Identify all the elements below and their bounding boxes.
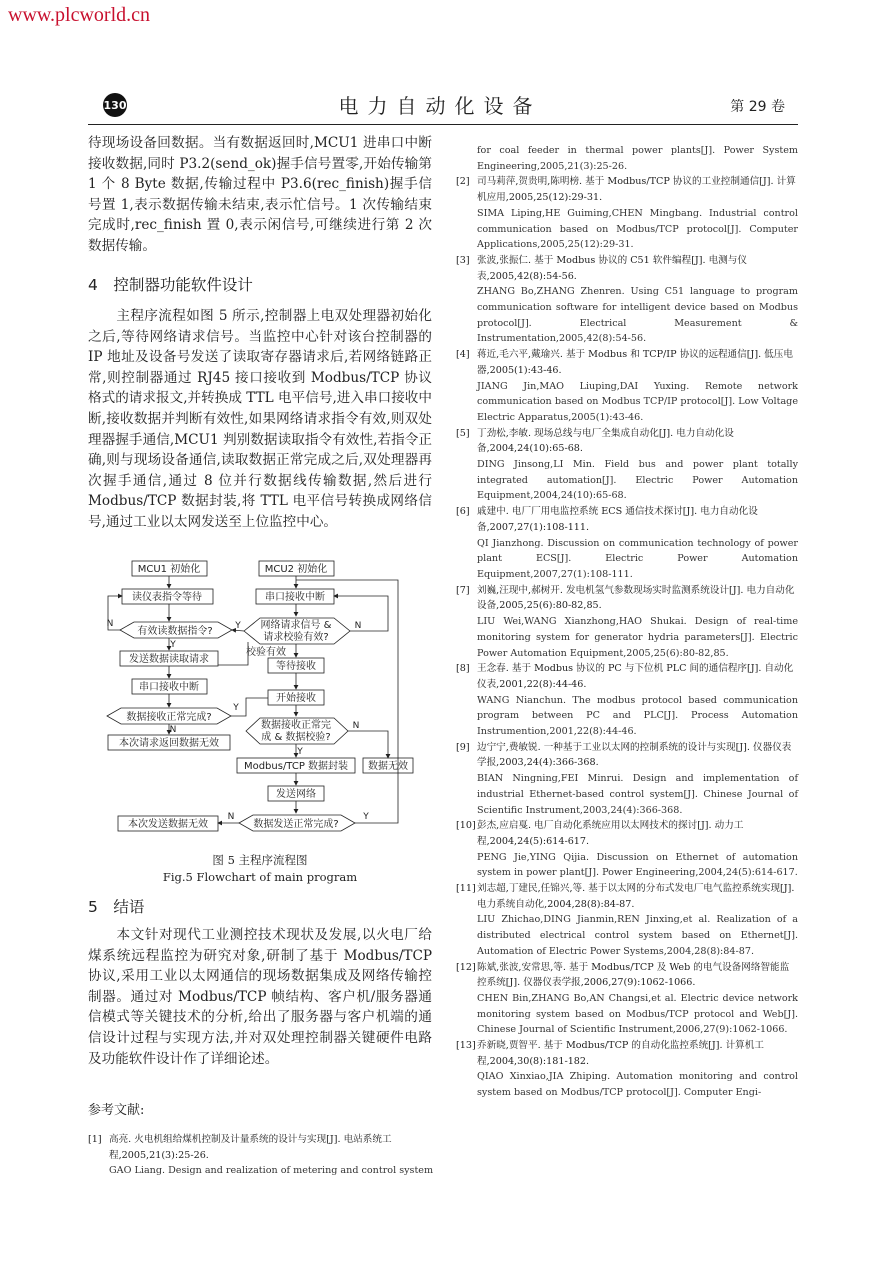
figure-caption [88, 852, 432, 886]
label-n1: N [106, 619, 114, 629]
reference-cn: 司马莉萍,贺贵明,陈明榜. 基于 Modbus/TCP 协议的工业控制通信[J]. 计算机应用,2005,25(12):29-31. [477, 176, 796, 204]
reference-item [456, 740, 798, 819]
wait-recv-text: 等待接收 [276, 661, 316, 672]
valid-read-text: 有效读数据指令? [137, 626, 213, 637]
reference-en: QIAO Xinxiao,JIA Zhiping. Automation monitoring and control system based on Modbus/TCP protocol[J]. Computer Engi- [477, 1071, 798, 1099]
label-y3: Y [233, 703, 239, 713]
reference-item [456, 661, 798, 740]
references-list [456, 143, 798, 1101]
label-n5: N [227, 812, 235, 822]
reference-item [456, 881, 798, 960]
label-y4: Y [297, 747, 303, 757]
reference-en: ZHANG Bo,ZHANG Zhenren. Using C51 language to program communication software for intelligent device based on Modbus protocol[J]. Electrical Measurement & Instrumentation,2005,42(8):54-56. [477, 286, 798, 345]
check-ok-text: 校验有效 [246, 647, 286, 658]
reference-cn: 刘巍,汪现中,郝树开. 发电机氢气参数现场实时监测系统设计[J]. 电力自动化设备,2005,25(6):80-82,85. [477, 584, 795, 612]
label-y1: Y [235, 621, 241, 631]
req-data-invalid-text: 本次请求返回数据无效 [119, 738, 219, 749]
reference-number: [6] [456, 506, 470, 518]
label-n2: N [354, 621, 362, 631]
send-ok-text: 数据发送正常完成? [253, 819, 339, 830]
reference-en: WANG Nianchun. The modbus protocol based communication program between PC and PLC[J]. Process Automation Instrumention,2001,22(8):44-46. [477, 694, 798, 738]
mcu1-init-text: MCU1 初始化 [137, 564, 201, 575]
label-n3: N [169, 725, 177, 735]
reference-en: BIAN Ningning,FEI Minrui. Design and implementation of industrial Ethernet-based control system[J]. Chinese Journal of Scientific Instrument,2003,24(4):366-368. [477, 773, 798, 816]
read-wait-text: 读仪表指令等待 [132, 592, 202, 603]
reference-en: DING Jinsong,LI Min. Field bus and power plant totally integrated automation[J]. Electric Power Automation Equipment,2004,24(10):65-68. [477, 459, 798, 502]
paragraph-section4: 主程序流程如图 5 所示,控制器上电双处理器初始化之后,等待网络请求信号。当监控中心针对该台控制器的 IP 地址及设备号发送了读取寄存器请求后,若网络链路正常,则控制器通过 RJ45 接口接收到 Modbus/TCP 协议格式的请求报文,并转换成 TTL 电平信号,进入串口接收中断,接收数据并判断有效性,如果网络请求指令有效,则双处理器握手通信,MCU1 判别数据读取指令有效性,若指令正确,则与现场设备通信,读取数据正常完成之后,双处理器再次握手通信,通过 8 位并行数据线传输数据,然后进行 Modbus/TCP 数据封装,将 TTL 电平信号转换成网络信号,通过工业以太网发送至上位监控中心。 [88, 308, 432, 530]
figure-caption-en: Fig.5 Flowchart of main program [162, 870, 358, 884]
reference-cn: 蒋近,毛六平,戴瑜兴. 基于 Modbus 和 TCP/IP 协议的远程通信[J]. 低压电器,2005(1):43-46. [477, 349, 793, 376]
reference-1-en: GAO Liang. Design and realization of metering and control system [109, 1165, 434, 1177]
reference-cn: 张波,张振仁. 基于 Modbus 协议的 C51 软件编程[J]. 电测与仪表,2005,42(8):54-56. [477, 254, 747, 282]
page-number-badge: 130 [103, 93, 127, 117]
label-y2: Y [170, 640, 176, 650]
paragraph-section5: 本文针对现代工业测控技术现状及发展,以火电厂给煤系统远程监控为研究对象,研制了基于 Modbus/TCP 协议,采用工业以太网通信的现场数据集成及网络传输控制器。通过对 Modbus/TCP 帧结构、客户机/服务器通信模式等关键技术的分析,给出了服务器与客户机端的通信设计过程与实现方法,并对双处理控制器关键硬件电路及功能软件设计作了详细论述。 [88, 927, 432, 1067]
data-invalid-text: 数据无效 [368, 761, 408, 772]
modbus-pack-text: Modbus/TCP 数据封装 [243, 761, 349, 772]
reference-item [456, 583, 798, 662]
recv-check-line2: 成 & 数据校验? [261, 732, 331, 743]
reference-cn: 丁劲松,李敏. 现场总线与电厂全集成自动化[J]. 电力自动化设备,2004,24(10):65-68. [477, 427, 734, 455]
reference-number: [7] [456, 584, 470, 596]
reference-number: [3] [456, 254, 470, 266]
reference-item [456, 347, 798, 426]
reference-cn: 彭杰,应启戛. 电厂自动化系统应用以太网技术的探讨[J]. 动力工程,2004,24(5):614-617. [477, 820, 744, 847]
paragraph-continuation: 待现场设备回数据。当有数据返回时,MCU1 进串口中断接收数据,同时 P3.2(send_ok)握手信号置零,开始传输第 1 个 8 Byte 数据,传输过程中 P3.6(rec_finish)握手信号置 1,表示数据传输未结束,表示忙信号。1 次传输结束完成时,rec_finish 置 0,表示闲信号,可继续进行第 2 次数据传输。 [88, 135, 432, 254]
mcu2-init-text: MCU2 初始化 [264, 564, 328, 575]
reference-number: [12] [456, 961, 476, 973]
reference-1-cn: 高亮. 火电机组给煤机控制及计量系统的设计与实现[J]. 电站系统工程,2005,21(3):25-26. [109, 1134, 392, 1161]
reference-item [456, 818, 798, 881]
reference-number: [10] [456, 820, 476, 832]
site-watermark: www.plcworld.cn [8, 4, 151, 26]
reference-en: JIANG Jin,MAO Liuping,DAI Yuxing. Remote network communication based on Modbus TCP/IP protocol[J]. Low Voltage Electric Apparatus,2005(1):43-46. [477, 380, 798, 423]
net-req-line2: 请求校验有效? [263, 632, 329, 643]
references-heading: 参考文献: [88, 1103, 145, 1118]
reference-number: [11] [456, 883, 476, 895]
reference-number: [2] [456, 176, 470, 188]
reference-item [456, 174, 798, 253]
reference-cn: 边宁宁,费敏锐. 一种基于工业以太网的控制系统的设计与实现[J]. 仪器仪表学报,2003,24(4):366-368. [477, 741, 792, 769]
start-recv-text: 开始接收 [276, 693, 316, 704]
journal-title: 电力自动化设备 [338, 94, 542, 118]
reference-en: SIMA Liping,HE Guiming,CHEN Mingbang. Industrial control communication based on Modbus/TCP protocol[J]. Computer Applications,2005,25(12):29-31. [477, 207, 798, 251]
send-read-req-text: 发送数据读取请求 [129, 654, 209, 665]
reference-en: LIU Zhichao,DING Jianmin,REN Jinxing,et al. Realization of a distributed electrical control system based on Ethernet[J]. Automation of Electric Power Systems,2004,28(8):84-87. [477, 914, 798, 957]
reference-number: [9] [456, 741, 470, 753]
header-rule [88, 124, 798, 125]
reference-item [456, 960, 798, 1039]
reference-cn: 戚建中. 电厂厂用电监控系统 ECS 通信技术探讨[J]. 电力自动化设备,2007,27(1):108-111. [477, 506, 758, 533]
send-invalid-text: 本次发送数据无效 [128, 819, 208, 830]
reference-en: PENG Jie,YING Qijia. Discussion on Ethernet of automation system in power plant[J]. Power Engineering,2004,24(5):614-617. [477, 851, 798, 879]
serial-int1-text: 串口接收中断 [139, 682, 199, 693]
reference-en: CHEN Bin,ZHANG Bo,AN Changsi,et al. Electric device network monitoring system based on Modbus/TCP protocol and Web[J]. Chinese Journal of Scientific Instrument,2006,27(9):1062-1066. [477, 992, 798, 1036]
section-heading-5: 5 结语 [88, 898, 145, 916]
reference-1: [1] 高亮. 火电机组给煤机控制及计量系统的设计与实现[J]. 电站系统工程,2005,21(3):25-26. GAO Liang. Design and realization of metering and control system [88, 1132, 453, 1179]
reference-cn: 乔新晓,贾智平. 基于 Modbus/TCP 的自动化监控系统[J]. 计算机工程,2004,30(8):181-182. [477, 1040, 764, 1067]
net-req-line1: 网络请求信号 & [260, 620, 332, 631]
reference-cn: 王念春. 基于 Modbus 协议的 PC 与下位机 PLC 间的通信程序[J]. 自动化仪表,2001,22(8):44-46. [477, 663, 794, 690]
main-program-flowchart [98, 558, 428, 840]
net-send-text: 发送网络 [276, 789, 316, 800]
reference-item [456, 426, 798, 505]
reference-item [456, 253, 798, 347]
reference-1-continued: for coal feeder in thermal power plants[J]. Power System Engineering,2005,21(3):25-26. [477, 145, 798, 172]
reference-number: [4] [456, 349, 470, 361]
recv-ok-text: 数据接收正常完成? [126, 712, 212, 723]
reference-cn: 陈斌,张波,安常思,等. 基于 Modbus/TCP 及 Web 的电气设备网络智能监控系统[J]. 仪器仪表学报,2006,27(9):1062-1066. [477, 961, 790, 989]
reference-number: [13] [456, 1040, 476, 1052]
volume-label: 第 29 卷 [730, 99, 785, 115]
section-heading-4: 4 控制器功能软件设计 [88, 276, 253, 294]
label-y5: Y [363, 812, 369, 822]
reference-en: LIU Wei,WANG Xianzhong,HAO Shukai. Design of real-time monitoring system for generator hydria parameters[J]. Electric Power Automation Equipment,2005,25(6):80-82,85. [477, 616, 798, 659]
reference-number: [8] [456, 663, 470, 675]
label-n4: N [352, 721, 360, 731]
reference-item [456, 1038, 798, 1101]
recv-check-line1: 数据接收正常完 [261, 720, 331, 731]
reference-en: QI Jianzhong. Discussion on communication technology of power plant ECS[J]. Electric Power Automation Equipment,2007,27(1):108-111. [477, 537, 798, 580]
serial-int2-text: 串口接收中断 [265, 592, 325, 603]
reference-cn: 刘志超,丁建民,任锦兴,等. 基于以太网的分布式发电厂电气监控系统实现[J]. 电力系统自动化,2004,28(8):84-87. [477, 883, 795, 910]
figure-caption-cn: 图 5 主程序流程图 [212, 853, 308, 867]
reference-number: [5] [456, 427, 470, 439]
reference-item [456, 504, 798, 583]
